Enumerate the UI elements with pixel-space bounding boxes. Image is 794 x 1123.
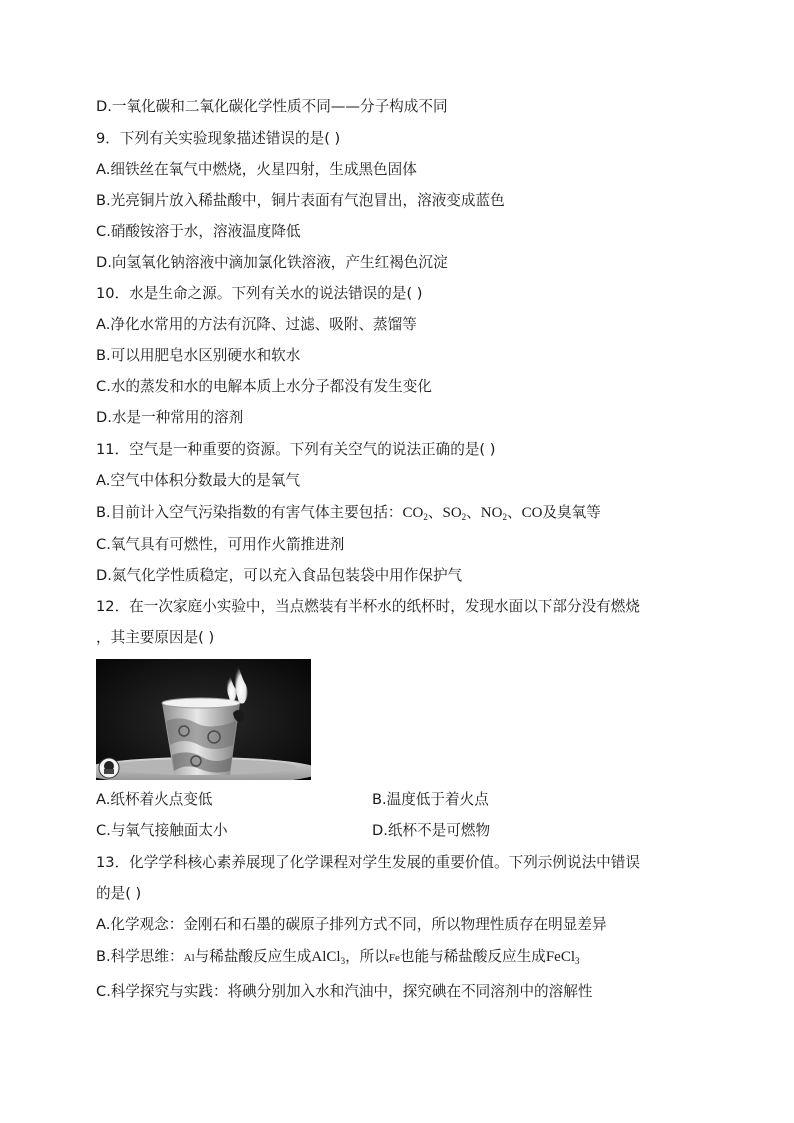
q11-option-a: A.空气中体积分数最大的是氧气 [96,472,301,489]
formula-so2: $SO_2$ [442,505,467,522]
q9-stem: 9．下列有关实验现象描述错误的是( ) [96,130,341,147]
formula-alcl3: AlCl$_3$ [311,949,346,966]
q10-option-b: B.可以用肥皂水区别硬水和软水 [96,347,301,364]
q10-option-d: D.水是一种常用的溶剂 [96,409,244,426]
text-segment: 与稀盐酸反应生成 [194,948,312,965]
formula-co2: $CO_2$ [402,505,428,522]
q12-stem-line2: ，其主要原因是( ) [96,629,215,646]
q13-option-a: A.化学观念：金刚石和石墨的碳原子排列方式不同，所以物理性质存在明显差异 [96,916,607,933]
q13-option-b-prefix: B.科学思维： [96,948,184,965]
q12-option-d: D.纸杯不是可燃物 [372,822,491,839]
q9-option-a: A.细铁丝在氧气中燃烧，火星四射，生成黑色固体 [96,161,417,178]
q13-option-b [96,947,580,968]
q12-option-b: B.温度低于着火点 [372,791,489,808]
q9-option-c: C.硝酸铵溶于水，溶液温度降低 [96,223,301,240]
q9-option-d: D.向氢氧化钠溶液中滴加氯化铁溶液，产生红褐色沉淀 [96,254,448,271]
q11-option-c: C.氧气具有可燃性，可用作火箭推进剂 [96,536,345,553]
q12-option-a: A.纸杯着火点变低 [96,791,213,808]
q11-option-b-prefix: B.目前计入空气污染指数的有害气体主要包括： [96,504,403,521]
q13-stem-line1: 13．化学学科核心素养展现了化学课程对学生发展的重要价值。下列示例说法中错误 [96,854,640,871]
text-segment: 也能与稀盐酸反应生成 [399,948,546,965]
formula-no2: $NO_2$ [480,505,507,522]
separator: 、 [506,504,522,521]
q12-stem-line1: 12．在一次家庭小实验中，当点燃装有半杯水的纸杯时，发现水面以下部分没有燃烧 [96,598,640,615]
separator: 、 [466,504,481,521]
q10-stem: 10．水是生命之源。下列有关水的说法错误的是( ) [96,285,423,302]
text-segment: ，所以 [345,948,389,965]
q13-option-c: C.科学探究与实践：将碘分别加入水和汽油中，探究碘在不同溶剂中的溶解性 [96,983,593,1000]
q13-stem-line2: 的是( ) [96,885,142,902]
q10-option-a: A.净化水常用的方法有沉降、过滤、吸附、蒸馏等 [96,316,417,333]
q11-stem: 11．空气是一种重要的资源。下列有关空气的说法正确的是( ) [96,441,496,458]
q11-option-b [96,503,601,523]
q9-option-b: B.光亮铜片放入稀盐酸中，铜片表面有气泡冒出，溶液变成蓝色 [96,192,505,209]
formula-fecl3: FeCl$_3$ [545,949,580,966]
symbol-al: Al [183,952,195,964]
q11-option-b-suffix: 及臭氧等 [542,504,601,521]
q8-option-d: D.一氧化碳和二氧化碳化学性质不同——分子构成不同 [96,98,448,115]
q10-option-c: C.水的蒸发和水的电解本质上水分子都没有发生变化 [96,378,432,395]
burning-paper-cup-photo [96,659,311,780]
q12-option-c: C.与氧气接触面太小 [96,822,228,839]
formula-co: CO [521,505,543,521]
q11-option-d: D.氮气化学性质稳定，可以充入食品包装袋中用作保护气 [96,567,463,584]
separator: 、 [427,504,443,521]
symbol-fe: Fe [388,952,400,964]
